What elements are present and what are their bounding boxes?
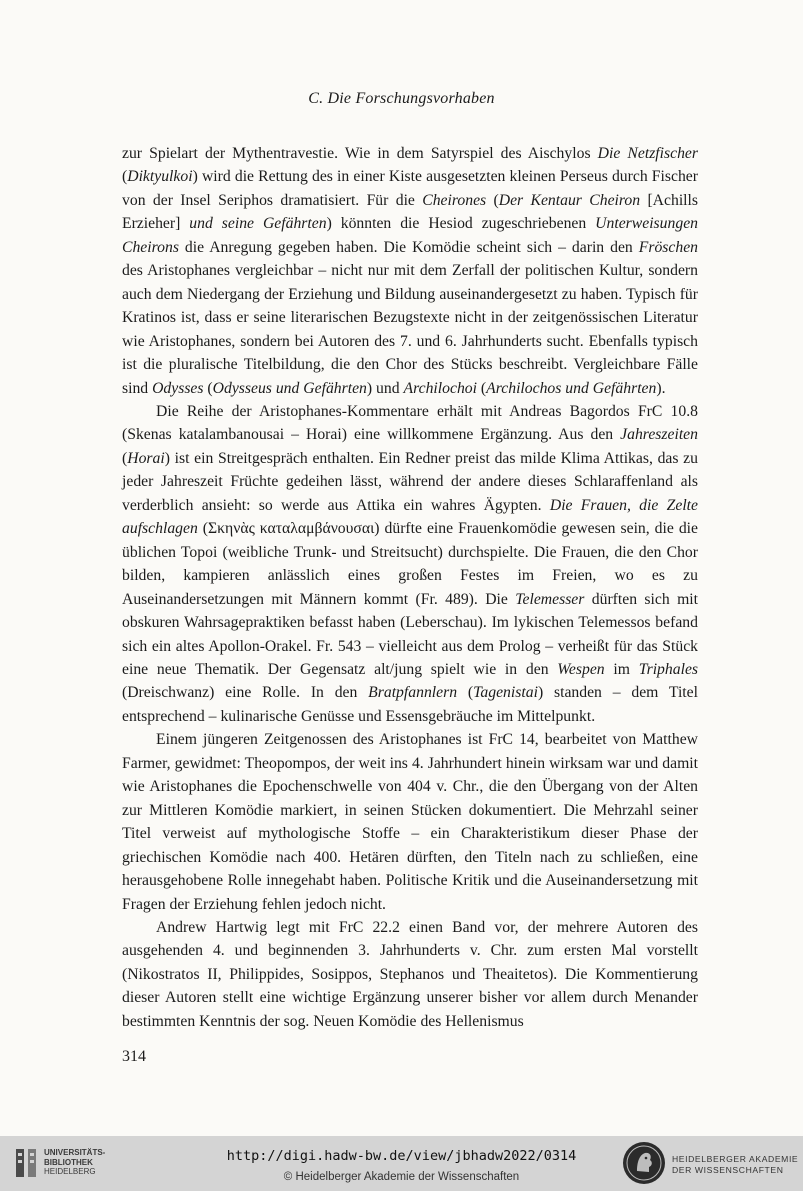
body-text	[122, 142, 698, 1033]
italic-title-run: Diktyulkoi	[127, 168, 193, 186]
italic-title-run: Cheirones	[422, 191, 487, 209]
text-run: die Anregung gegeben haben. Die Komödie scheint sich – darin den	[178, 238, 639, 256]
text-run: ) ist ein Streitgespräch enthalten. Ein Redner preist das milde Klima Attikas, das zu jeder Jahreszeit Früchte gedeihen lässt, während der andere dieses Schlaraffenland als verderblich ansieht: so werde aus Attika ein wahres Ägypten.	[122, 449, 698, 514]
permalink-url[interactable]: http://digi.hadw-bw.de/view/jbhadw2022/0314	[226, 1148, 577, 1164]
text-run: ) wird die Rettung des in einer Kiste ausgesetzten kleinen Perseus durch Fischer von der Insel Seriphos dramatisiert. Für die	[122, 168, 698, 209]
viewer-footer	[0, 1136, 803, 1191]
text-run: ) und	[366, 379, 404, 397]
italic-title-run: Bratpfannlern	[368, 684, 458, 702]
italic-title-run: Odysses	[152, 379, 204, 397]
text-run: Andrew Hartwig legt mit FrC 22.2 einen Band vor, der mehrere Autoren des ausgehenden 4. und beginnenden 3. Jahrhunderts v. Chr. zum ersten Mal vorstellt (Nikostratos II, Philippides, Sosippos, Stephanos und Theaitetos). Die Kommentierung dieser Autoren stellt eine wichtige Ergänzung unserer bisher vor allem durch Menander bestimmten Kenntnis der sog. Neuen Komödie des Hellenismus	[122, 918, 698, 1030]
academy-seal-icon	[622, 1141, 666, 1185]
text-run: (	[122, 449, 128, 467]
paragraph	[122, 142, 698, 400]
paragraph	[122, 728, 698, 916]
text-run: ).	[656, 379, 666, 397]
ub-logo-line: BIBLIOTHEK	[44, 1157, 93, 1167]
text-run: Die Reihe der Aristophanes-Kommentare erhält mit Andreas Bagordos FrC 10.8 (Skenas katalambanousai – Horai) eine willkommene Ergänzung. Aus den	[122, 402, 698, 444]
italic-title-run: Die Netzfischer	[597, 145, 698, 162]
italic-title-run: Wespen	[557, 660, 605, 678]
text-run: im	[604, 660, 639, 678]
text-run: des Aristophanes vergleichbar – nicht nur mit dem Zerfall der politischen Kultur, sondern auch dem Niedergang der Erziehung und Bildung auseinandergesetzt zu haben. Typisch für Kratinos ist, dass er seine literarischen Bezugstexte nicht in der zeitgenössischen Literatur wie Aristophanes, sondern bei Autoren des 7. und 6. Jahrhunderts sucht. Ebenfalls typisch ist die pluralische Titelbildung, die den Chor des Stücks beschreibt. Vergleichbare Fälle sind	[122, 262, 698, 397]
text-run: (	[203, 379, 213, 397]
italic-title-run: Tagenistai	[473, 684, 538, 702]
text-run: Einem jüngeren Zeitgenossen des Aristophanes ist FrC 14, bearbeitet von Matthew Farmer, gewidmet: Theopompos, der weit ins 4. Jahrhundert hinein wirksam war und damit wie Aristophanes die Epochenschwelle von 404 v. Chr., die den Übergang von der Alten zur Mittleren Komödie markiert, in seinen Stücken dokumentiert. Die Mehrzahl seiner Titel verweist auf mythologische Stoffe – ein Charakteristikum dieser Phase der griechischen Komödie nach 400. Hetären dürften, den Titeln nach zu schließen, eine herausgehobene Rolle innegehabt haben. Politische Kritik und die Auseinandersetzung mit Fragen der Erziehung fehlen jedoch nicht.	[122, 731, 698, 913]
italic-title-run: Archilochoi	[403, 379, 477, 397]
text-run: (	[457, 684, 474, 702]
text-run: [Achills Erzieher]	[122, 191, 699, 233]
copyright-notice: © Heidelberger Akademie der Wissenschaften	[283, 1171, 520, 1183]
italic-title-run: Telemesser	[515, 590, 585, 608]
page-number: 314	[122, 1048, 146, 1065]
italic-title-run: Die Frauen, die Zelte aufschlagen	[122, 496, 698, 538]
academy-logo-line: DER WISSENSCHAFTEN	[672, 1164, 784, 1175]
text-run: ) standen – dem Titel entsprechend – kulinarische Genüsse und Essensgebräuche im Mittelpunkt.	[122, 684, 698, 725]
paragraph	[122, 916, 698, 1033]
text-run: (	[477, 379, 487, 397]
text-run: zur Spielart der Mythentravestie. Wie in dem Satyrspiel des Aischylos	[122, 145, 598, 162]
text-run: (	[122, 168, 128, 186]
italic-title-run: und seine Gefährten	[189, 215, 327, 233]
ub-logo-line: HEIDELBERG	[44, 1167, 96, 1176]
academy-name	[672, 1154, 798, 1175]
italic-title-run: Archilochos und Gefährten	[486, 379, 657, 397]
italic-title-run: Der Kentaur Cheiron	[498, 191, 641, 209]
text-run: (Dreischwanz) eine Rolle. In den	[122, 684, 369, 702]
text-run: (	[486, 191, 499, 209]
italic-title-run: Fröschen	[638, 238, 698, 256]
academy-logo[interactable]	[622, 1141, 800, 1187]
ub-logo-line: UNIVERSITÄTS-	[44, 1148, 106, 1157]
italic-title-run: Odysseus und Gefährten	[212, 379, 367, 397]
italic-title-run: Triphales	[638, 660, 699, 678]
academy-logo-line: HEIDELBERGER AKADEMIE	[672, 1154, 799, 1164]
paragraph	[122, 400, 698, 728]
italic-title-run: Jahreszeiten	[620, 426, 698, 444]
text-run: ) könnten die Hesiod zugeschriebenen	[326, 215, 596, 233]
italic-title-run: Unterweisungen Cheirons	[122, 215, 698, 256]
running-head: C. Die Forschungsvorhaben	[308, 90, 495, 107]
text-run: (Σκηνὰς καταλαμβάνουσαι) dürfte eine Frauenkomödie gewesen sein, die die üblichen Topoi (weibliche Trunk- und Streitsucht) durchspielte. Die Frauen, die den Chor bilden, kampieren anlässlich eines großen Festes im Freien, wo es zu Auseinandersetzungen mit Männern kommt (Fr. 489). Die	[122, 520, 698, 608]
text-run: dürften sich mit obskuren Wahrsagepraktiken befasst haben (Leberschau). Im lykischen Telemessos befand sich ein altes Apollon-Orakel. Fr. 543 – vielleicht aus dem Prolog – verheißt für das Stück eine neue Thematik. Der Gegensatz alt/jung spielt wie in den	[122, 590, 699, 678]
italic-title-run: Horai	[127, 449, 165, 467]
